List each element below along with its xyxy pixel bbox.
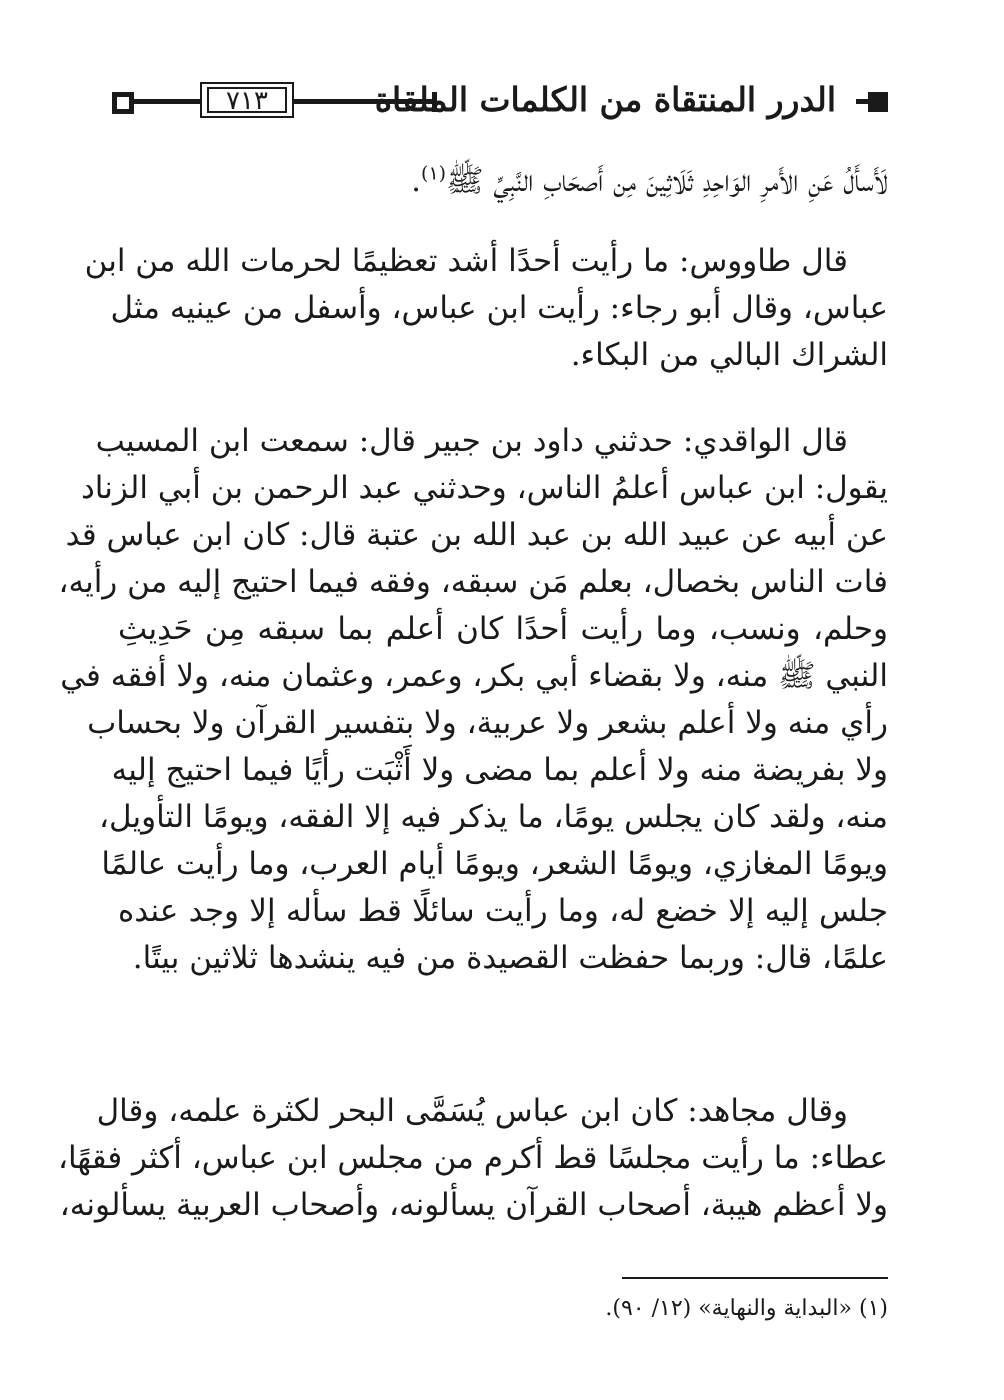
paragraph-line: وقال مجاهد: كان ابن عباس يُسَمَّى البحر لكثرة علمه، وقال — [96, 1093, 848, 1129]
opening-line-period: . — [411, 163, 422, 199]
paragraph-line: ويومًا المغازي، ويومًا الشعر، ويومًا أيام العرب، وما رأيت عالمًا — [101, 846, 888, 882]
footnote-separator — [622, 1277, 888, 1279]
paragraph-line: قال الواقدي: حدثني داود بن جبير قال: سمعت ابن المسيب — [95, 423, 848, 459]
paragraph-waqidi — [58, 418, 888, 982]
paragraph-line: وحلم، ونسب، وما رأيت أحدًا كان أعلم بما سبقه مِن حَدِيثِ — [118, 611, 888, 647]
paragraph-line: عباس، وقال أبو رجاء: رأيت ابن عباس، وأسفل من عينيه مثل — [110, 290, 888, 326]
paragraph-line: قال طاووس: ما رأيت أحدًا أشد تعظيمًا لحرمات الله من ابن — [84, 243, 848, 279]
header-right-rule — [856, 99, 868, 104]
footnote-reference: (١) — [421, 162, 447, 185]
paragraph-mujahid — [57, 1088, 888, 1229]
paragraph-line: عن أبيه عن عبيد الله بن عبد الله بن عتبة قال: كان ابن عباس قد — [65, 517, 888, 553]
header-right-square-ornament — [868, 92, 888, 112]
paragraph-line: ولا أعظم هيبة، أصحاب القرآن يسألونه، وأصحاب العربية يسألونه، — [59, 1187, 888, 1223]
paragraph-tawus — [84, 238, 888, 379]
paragraph-line: منه، ولقد كان يجلس يومًا، ما يذكر فيه إلا الفقه، ويومًا التأويل، — [99, 799, 888, 835]
page-number-frame — [200, 82, 294, 118]
paragraph-line: عطاء: ما رأيت مجلسًا قط أكرم من مجلس ابن عباس، أكثر فقهًا، — [57, 1140, 888, 1176]
footnote: (١) «البداية والنهاية» (١٢/ ٩٠). — [605, 1296, 888, 1321]
page-header — [112, 78, 888, 126]
header-left-rule — [134, 99, 200, 104]
paragraph-line: فات الناس بخصال، بعلم مَن سبقه، وفقه فيما احتيج إليه من رأيه، — [58, 564, 888, 600]
paragraph-line: ولا بفريضة منه ولا أعلم بما مضى ولا أَثْبَت رأيًا فيما احتيج إليه — [111, 752, 888, 788]
running-title: الدرر المنتقاة من الكلمات الملقاة — [374, 80, 836, 119]
paragraph-line: الشراك البالي من البكاء. — [570, 337, 888, 373]
paragraph-line: علمًا، قال: وربما حفظت القصيدة من فيه ينشدها ثلاثين بيتًا. — [132, 940, 888, 976]
opening-line-text: لَأَسأَلُ عَنِ الأَمرِ الوَاحِدِ ثَلَاثِينَ مِن أَصحَابِ النَّبِيِّ ﷺ — [446, 163, 888, 199]
opening-line — [118, 158, 888, 205]
paragraph-line: النبي ﷺ منه، ولا بقضاء أبي بكر، وعمر، وعثمان منه، ولا أفقه في — [60, 658, 888, 694]
paragraph-line: رأي منه ولا أعلم بشعر ولا عربية، ولا بتفسير القرآن ولا بحساب — [87, 705, 888, 741]
paragraph-line: جلس إليه إلا خضع له، وما رأيت سائلًا قط سأله إلا وجد عنده — [118, 893, 888, 929]
page-number: ٧١٣ — [226, 86, 268, 116]
header-left-square-ornament — [112, 92, 134, 114]
paragraph-line: يقول: ابن عباس أعلمُ الناس، وحدثني عبد الرحمن بن أبي الزناد — [80, 470, 888, 506]
